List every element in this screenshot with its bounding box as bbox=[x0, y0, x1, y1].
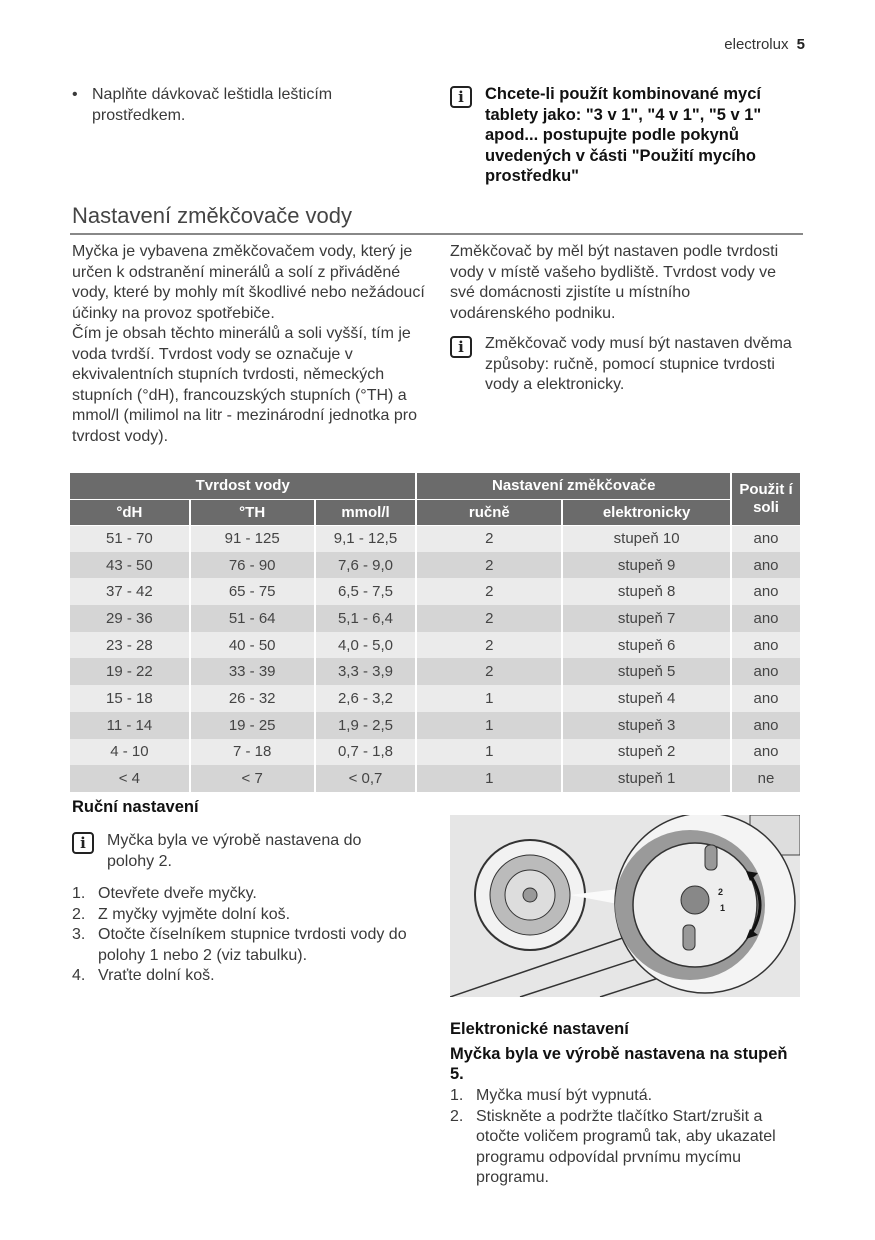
table-cell: stupeň 9 bbox=[562, 552, 731, 579]
table-row bbox=[70, 712, 801, 739]
table-cell: 5,1 - 6,4 bbox=[315, 605, 417, 632]
step-item bbox=[72, 884, 432, 905]
step-number: 2. bbox=[72, 905, 86, 923]
table-cell: 7 - 18 bbox=[190, 739, 315, 766]
divider bbox=[70, 233, 803, 235]
info-icon: i bbox=[72, 832, 94, 854]
table-cell: 19 - 25 bbox=[190, 712, 315, 739]
header-electronic: elektronicky bbox=[562, 499, 731, 525]
table-cell: 43 - 50 bbox=[70, 552, 190, 579]
table-cell: 4 - 10 bbox=[70, 739, 190, 766]
table-cell: 91 - 125 bbox=[190, 525, 315, 552]
table-cell: ano bbox=[731, 552, 801, 579]
table-cell: stupeň 1 bbox=[562, 765, 731, 792]
info-note: Myčka byla ve výrobě nastavena do polohy 2. bbox=[107, 832, 362, 870]
bullet-text: Naplňte dávkovač leštidla lešticím prostředkem. bbox=[92, 86, 333, 124]
header-softener: Nastavení změkčovače bbox=[416, 473, 731, 499]
electronic-title: Elektronické nastavení bbox=[450, 1020, 629, 1038]
table-cell: 29 - 36 bbox=[70, 605, 190, 632]
table-cell: ano bbox=[731, 739, 801, 766]
table-row bbox=[70, 739, 801, 766]
softener-dial-illustration bbox=[450, 815, 800, 997]
table-cell: 2,6 - 3,2 bbox=[315, 685, 417, 712]
table-row bbox=[70, 658, 801, 685]
dial-label-2: 2 bbox=[718, 887, 724, 897]
paragraph: Myčka je vybavena změkčovačem vody, který je určen k odstranění minerálů a solí z přiváděné vody, které by mohly mít škodlivé nebo nežádoucí účinky na provoz spotřebiče. bbox=[72, 243, 425, 322]
table-cell: ano bbox=[731, 632, 801, 659]
table-cell: stupeň 6 bbox=[562, 632, 731, 659]
header-th: °TH bbox=[190, 499, 315, 525]
table-cell: 2 bbox=[416, 632, 562, 659]
step-number: 3. bbox=[72, 926, 86, 943]
table-cell: 4,0 - 5,0 bbox=[315, 632, 417, 659]
table-cell: < 4 bbox=[70, 765, 190, 792]
header-manual: ručně bbox=[416, 499, 562, 525]
table-cell: 33 - 39 bbox=[190, 658, 315, 685]
table-cell: stupeň 7 bbox=[562, 605, 731, 632]
table-cell: 1 bbox=[416, 712, 562, 739]
manual-steps bbox=[72, 884, 432, 987]
table-cell: stupeň 10 bbox=[562, 525, 731, 552]
table-cell: 15 - 18 bbox=[70, 685, 190, 712]
paragraph: Čím je obsah těchto minerálů a soli vyšší, tím je voda tvrdší. Tvrdost vody se označuje v ekvivalentních stupních tvrdosti, německých stupních (°dH), francouzských stupních (°TH) a mmol/l (milimol na litr - mezinárodní jednotka pro tvrdost vody). bbox=[72, 325, 417, 445]
table-row bbox=[70, 685, 801, 712]
table-row bbox=[70, 765, 801, 792]
step-text: Stiskněte a podržte tlačítko Start/zrušit a otočte voličem programů tak, aby ukazatel programu odpovídal prvnímu mycímu programu. bbox=[476, 1107, 776, 1186]
info-note: Chcete-li použít kombinované mycí tablety jako: "3 v 1", "4 v 1", "5 v 1" apod... postupujte podle pokynů uvedených v části "Použití mycího prostředku" bbox=[485, 85, 762, 185]
table-cell: 7,6 - 9,0 bbox=[315, 552, 417, 579]
table-cell: ano bbox=[731, 578, 801, 605]
page-number: 5 bbox=[796, 36, 805, 53]
table-cell: stupeň 5 bbox=[562, 658, 731, 685]
table-row bbox=[70, 552, 801, 579]
bullet-item bbox=[72, 85, 392, 126]
table-cell: 9,1 - 12,5 bbox=[315, 525, 417, 552]
table-cell: 51 - 64 bbox=[190, 605, 315, 632]
table-cell: ne bbox=[731, 765, 801, 792]
table-cell: 51 - 70 bbox=[70, 525, 190, 552]
info-icon: i bbox=[450, 336, 472, 358]
table-cell: 11 - 14 bbox=[70, 712, 190, 739]
dial-label-1: 1 bbox=[720, 903, 726, 913]
table-cell: ano bbox=[731, 525, 801, 552]
table-cell: 0,7 - 1,8 bbox=[315, 739, 417, 766]
table-cell: 1 bbox=[416, 765, 562, 792]
table-cell: 2 bbox=[416, 525, 562, 552]
intro-left bbox=[72, 242, 427, 447]
section-title: Nastavení změkčovače vody bbox=[72, 203, 353, 228]
table-cell: 3,3 - 3,9 bbox=[315, 658, 417, 685]
table-cell: 2 bbox=[416, 605, 562, 632]
header-hardness: Tvrdost vody bbox=[70, 473, 416, 499]
bullet-icon: • bbox=[72, 86, 78, 103]
info-icon: i bbox=[450, 86, 472, 108]
table-cell: 19 - 22 bbox=[70, 658, 190, 685]
table-row bbox=[70, 605, 801, 632]
table-row bbox=[70, 578, 801, 605]
table-cell: stupeň 4 bbox=[562, 685, 731, 712]
table-cell: ano bbox=[731, 605, 801, 632]
table-cell: ano bbox=[731, 685, 801, 712]
page-header bbox=[724, 36, 805, 53]
table-cell: 2 bbox=[416, 658, 562, 685]
table-cell: 1 bbox=[416, 685, 562, 712]
table-cell: 2 bbox=[416, 578, 562, 605]
table-cell: ano bbox=[731, 712, 801, 739]
table-row bbox=[70, 525, 801, 552]
table-cell: 26 - 32 bbox=[190, 685, 315, 712]
step-item bbox=[450, 1107, 805, 1189]
table-cell: 1,9 - 2,5 bbox=[315, 712, 417, 739]
table-cell: 40 - 50 bbox=[190, 632, 315, 659]
table-cell: 23 - 28 bbox=[70, 632, 190, 659]
header-dh: °dH bbox=[70, 499, 190, 525]
electronic-steps bbox=[450, 1086, 805, 1189]
table-cell: 2 bbox=[416, 552, 562, 579]
water-hardness-table bbox=[70, 473, 802, 792]
brand: electrolux bbox=[724, 36, 789, 53]
table-cell: 76 - 90 bbox=[190, 552, 315, 579]
step-number: 4. bbox=[72, 967, 86, 984]
table-cell: < 7 bbox=[190, 765, 315, 792]
manual-title: Ruční nastavení bbox=[72, 798, 199, 816]
table-cell: stupeň 8 bbox=[562, 578, 731, 605]
table-cell: 65 - 75 bbox=[190, 578, 315, 605]
table-cell: 1 bbox=[416, 739, 562, 766]
step-item bbox=[72, 925, 432, 966]
step-number: 1. bbox=[72, 885, 86, 902]
step-number: 1. bbox=[450, 1087, 464, 1104]
step-text: Myčka musí být vypnutá. bbox=[476, 1087, 653, 1104]
header-mmol: mmol/l bbox=[315, 499, 417, 525]
info-note: Změkčovač vody musí být nastaven dvěma způsoby: ručně, pomocí stupnice tvrdosti vody a elektronicky. bbox=[485, 335, 792, 393]
step-item bbox=[72, 966, 432, 987]
electronic-subtitle: Myčka byla ve výrobě nastavena na stupeň 5. bbox=[450, 1045, 788, 1083]
header-salt: Použit í soli bbox=[731, 473, 801, 525]
table-cell: stupeň 2 bbox=[562, 739, 731, 766]
step-text: Vraťte dolní koš. bbox=[98, 967, 215, 984]
step-number: 2. bbox=[450, 1107, 464, 1125]
step-item bbox=[72, 905, 432, 926]
table-cell: ano bbox=[731, 658, 801, 685]
step-text: Otočte číselníkem stupnice tvrdosti vody do polohy 1 nebo 2 (viz tabulku). bbox=[98, 926, 407, 964]
table-cell: < 0,7 bbox=[315, 765, 417, 792]
table-cell: 37 - 42 bbox=[70, 578, 190, 605]
step-item bbox=[450, 1086, 805, 1107]
table-cell: 6,5 - 7,5 bbox=[315, 578, 417, 605]
table-row bbox=[70, 632, 801, 659]
table-cell: stupeň 3 bbox=[562, 712, 731, 739]
step-text: Z myčky vyjměte dolní koš. bbox=[98, 905, 291, 923]
step-text: Otevřete dveře myčky. bbox=[98, 885, 257, 902]
intro-right-text: Změkčovač by měl být nastaven podle tvrdosti vody v místě vašeho bydliště. Tvrdost vody ve své domácnosti zjistíte u místního vodárenského podniku. bbox=[450, 243, 779, 322]
